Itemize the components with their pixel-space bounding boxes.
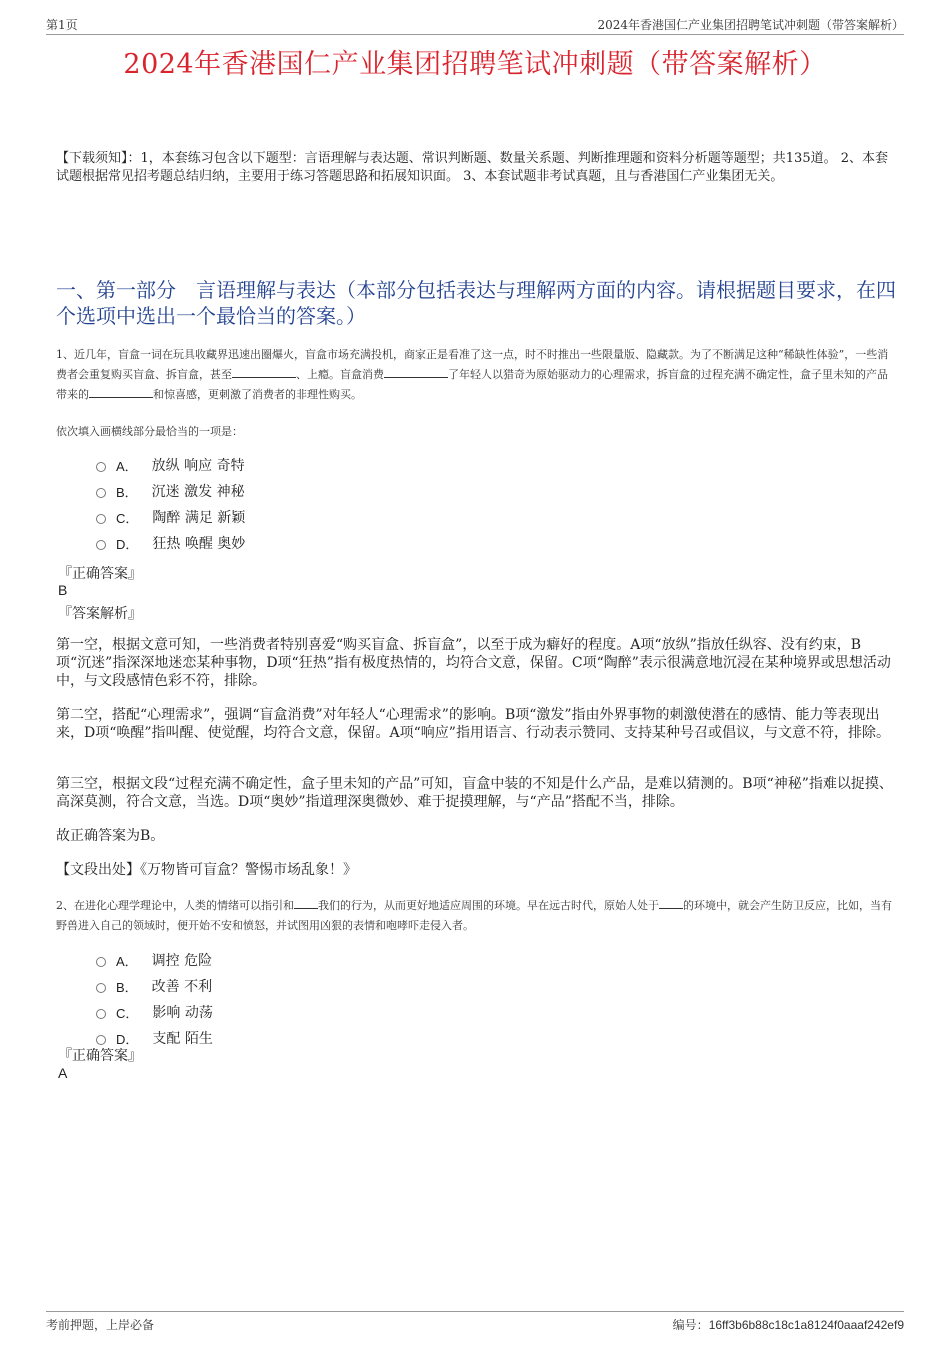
q1-source: 【文段出处】《万物皆可盲盒？警惕市场乱象！》 xyxy=(56,862,357,878)
q2-text-part-1: 2、在进化心理学理论中，人类的情绪可以指引和 xyxy=(56,899,294,912)
question-2-text xyxy=(56,896,896,936)
header-doc-title: 2024年香港国仁产业集团招聘笔试冲刺题（带答案解析） xyxy=(597,18,904,32)
footer-code xyxy=(673,1316,904,1333)
q1-blank-3 xyxy=(89,385,153,398)
q1-options xyxy=(96,452,245,556)
q1-option-d[interactable] xyxy=(96,530,245,556)
page-footer xyxy=(46,1311,904,1334)
q1-answer: B xyxy=(58,582,68,598)
page-title: 2024年香港国仁产业集团招聘笔试冲刺题（带答案解析） xyxy=(123,49,827,80)
q1-text-part-3: 了年轻人以猎奇为原始驱动力的心理需求，拆盲盒的过程充满不确定性，盒子里未知的产品带来的 xyxy=(56,368,888,401)
option-letter: C． xyxy=(116,510,139,526)
option-text: 改善 不利 xyxy=(151,979,213,995)
option-letter: A． xyxy=(116,458,138,474)
q1-text-part-1: 1、近几年，盲盒一词在玩具收藏界迅速出圈爆火，盲盒市场充满投机，商家正是看准了这一点，时不时推出一些限量版、隐藏款。为了不断满足这种“稀缺性体验”，一些消费者会重复购买盲盒、拆盲盒，甚至 xyxy=(56,348,889,381)
code-label: 编号： xyxy=(672,1318,709,1332)
radio-icon[interactable] xyxy=(96,983,106,993)
q2-option-b[interactable] xyxy=(96,973,213,999)
option-text: 支配 陌生 xyxy=(152,1031,213,1047)
q1-answer-label: 『正确答案』 xyxy=(58,566,142,582)
footer-slogan: 考前押题，上岸必备 xyxy=(46,1318,155,1332)
code-value: 16ff3b6b88c18c1a8124f0aaaf242ef9 xyxy=(708,1318,904,1332)
option-text: 沉迷 激发 神秘 xyxy=(151,484,245,500)
q2-answer-label: 『正确答案』 xyxy=(58,1048,142,1064)
option-letter: A． xyxy=(116,953,138,969)
q1-option-a[interactable] xyxy=(96,452,245,478)
q2-option-a[interactable] xyxy=(96,947,213,973)
q1-blank-2 xyxy=(384,365,448,378)
option-letter: D． xyxy=(116,536,139,552)
q2-blank-1 xyxy=(294,896,318,909)
radio-icon[interactable] xyxy=(96,1035,106,1045)
q1-analysis-label: 『答案解析』 xyxy=(58,606,142,622)
q1-text-part-4: 和惊喜感，更刺激了消费者的非理性购买。 xyxy=(153,388,362,401)
q2-text-part-2: 我们的行为，从而更好地适应周围的环境。早在远古时代，原始人处于 xyxy=(318,899,659,912)
radio-icon[interactable] xyxy=(96,1009,106,1019)
q2-options xyxy=(96,947,213,1051)
radio-icon[interactable] xyxy=(96,488,106,498)
page-header xyxy=(46,12,904,35)
q2-blank-2 xyxy=(659,896,683,909)
q2-answer: A xyxy=(58,1065,68,1081)
option-letter: B． xyxy=(116,484,138,500)
radio-icon[interactable] xyxy=(96,514,106,524)
q1-analysis-paragraph: 第一空，根据文意可知，一些消费者特别喜爱“购买盲盒、拆盲盒”，以至于成为癖好的程度。A项“放纵”指放任纵容、没有约束，B项“沉迷”指深深地迷恋某种事物，D项“狂热”指有极度热情的，均符合文意，保留。C项“陶醉”表示很满意地沉浸在某种境界或思想活动中，与文段感情色彩不符，排除。 xyxy=(56,637,891,689)
download-notice: 【下载须知】：1，本套练习包含以下题型：言语理解与表达题、常识判断题、数量关系题、判断推理题和资料分析题等题型；共135道。 2、本套试题根据常见招考题总结归纳，主要用于练习答题思路和拓展知识面。 3、本套试题非考试真题，且与香港国仁产业集团无关。 xyxy=(56,151,888,184)
q1-analysis-paragraph: 第三空，根据文段“过程充满不确定性，盒子里未知的产品”可知，盲盒中装的不知是什么产品，是难以猜测的。B项“神秘”指难以捉摸、高深莫测，符合文意，当选。D项“奥妙”指道理深奥微妙、难于捉摸理解，与“产品”搭配不当，排除。 xyxy=(56,776,893,810)
option-letter: D． xyxy=(116,1031,139,1047)
section-title: 一、第一部分 言语理解与表达（本部分包括表达与理解两方面的内容。请根据题目要求，在四个选项中选出一个最恰当的答案。） xyxy=(56,278,896,328)
option-text: 狂热 唤醒 奥妙 xyxy=(152,536,246,552)
option-text: 放纵 响应 奇特 xyxy=(151,458,245,474)
radio-icon[interactable] xyxy=(96,957,106,967)
q1-blank-1 xyxy=(232,365,296,378)
option-text: 调控 危险 xyxy=(151,953,213,969)
page-number: 第1页 xyxy=(46,18,78,32)
q1-instruction: 依次填入画横线部分最恰当的一项是： xyxy=(56,425,243,438)
option-text: 陶醉 满足 新颖 xyxy=(152,510,246,526)
q1-text-part-2: 、上瘾。盲盒消费 xyxy=(296,368,384,381)
option-letter: B． xyxy=(116,979,138,995)
q1-analysis-conclusion: 故正确答案为B。 xyxy=(56,828,165,844)
q1-option-c[interactable] xyxy=(96,504,245,530)
radio-icon[interactable] xyxy=(96,462,106,472)
q2-option-c[interactable] xyxy=(96,999,213,1025)
option-letter: C． xyxy=(116,1005,139,1021)
q2-text-part-3: 的环境中，就会产生防卫反应，比如，当有野兽进入自己的领域时，便开始不安和愤怒，并试图用凶狠的表情和咆哮吓走侵入者。 xyxy=(56,899,892,932)
q1-option-b[interactable] xyxy=(96,478,245,504)
q1-analysis-paragraph: 第二空，搭配“心理需求”，强调“盲盒消费”对年轻人“心理需求”的影响。B项“激发”指由外界事物的刺激使潜在的感情、能力等表现出来，D项“唤醒”指叫醒、使觉醒，均符合文意，保留。A项“响应”指用语言、行动表示赞同、支持某种号召或倡议，与文意不符，排除。 xyxy=(56,707,890,741)
option-text: 影响 动荡 xyxy=(152,1005,213,1021)
question-1-text xyxy=(56,345,896,405)
radio-icon[interactable] xyxy=(96,540,106,550)
